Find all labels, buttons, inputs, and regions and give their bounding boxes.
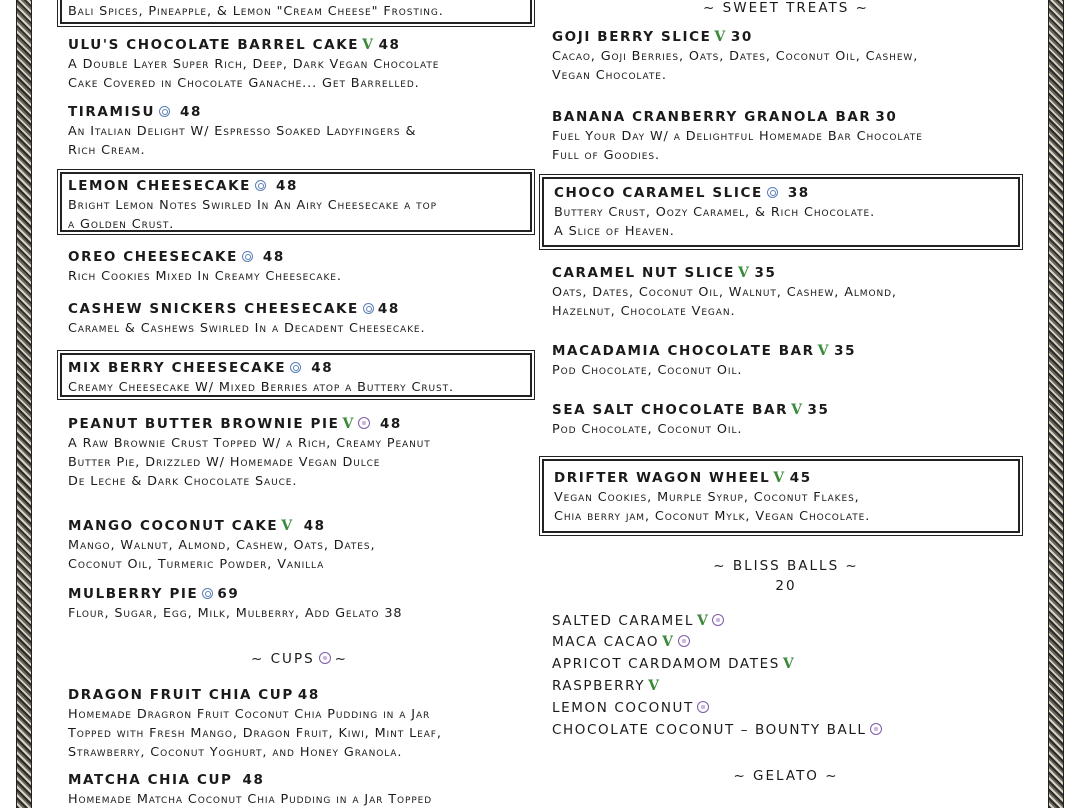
item-price: 48: [297, 687, 320, 703]
item-name: MANGO COCONUT CAKE: [68, 518, 279, 534]
menu-item-caramel-nut-slice: [552, 264, 1032, 321]
item-price: 48: [275, 178, 298, 194]
gluten-free-icon: [678, 635, 690, 647]
rope-border-right: [1048, 0, 1064, 808]
left-column: [62, 0, 537, 808]
item-name: PEANUT BUTTER BROWNIE PIE: [68, 416, 340, 432]
item-name: GOJI BERRY SLICE: [552, 29, 712, 45]
item-price: 48: [180, 104, 203, 120]
menu-item-drifter-wagon-wheel: [542, 459, 1020, 533]
item-description: Creamy Cheesecake W/ Mixed Berries atop a Buttery Crust.: [68, 380, 454, 395]
item-price: 48: [379, 416, 402, 432]
bliss-ball-lemon-coconut: LEMON COCONUT: [552, 699, 709, 718]
item-name: DRAGON FRUIT CHIA CUP: [68, 687, 294, 703]
gluten-free-icon: [870, 723, 882, 735]
item-price: 35: [834, 343, 857, 359]
item-description: Cacao, Goji Berries, Oats, Dates, Coconut Oil, Cashew,: [552, 49, 919, 64]
item-description: Coconut Oil, Turmeric Powder, Vanilla: [68, 557, 325, 572]
menu-item-peanut-butter-brownie-pie: [68, 415, 543, 491]
vegan-icon: V: [817, 343, 831, 359]
menu-item-ulus-chocolate-barrel-cake: [68, 36, 543, 93]
vegan-icon: V: [773, 470, 786, 486]
vegan-icon: V: [697, 613, 710, 629]
menu-item-mix-berry-cheesecake: [60, 353, 532, 397]
vegan-icon: V: [662, 634, 675, 650]
menu-item-mulberry-pie: [68, 585, 543, 623]
item-price: 48: [378, 37, 401, 53]
item-price: 48: [311, 360, 334, 376]
rope-border-left: [16, 0, 32, 808]
item-price: 30: [875, 109, 898, 125]
vegan-icon: V: [782, 656, 796, 672]
gluten-free-icon: [712, 614, 724, 626]
item-price: 30: [730, 29, 753, 45]
item-description: Topped with Fresh Mango, Dragon Fruit, Kiwi, Mint Leaf,: [68, 726, 442, 741]
item-description: A Double Layer Super Rich, Deep, Dark Vegan Chocolate: [68, 57, 440, 72]
item-description: Vegan Chocolate.: [552, 68, 667, 83]
bliss-balls-price: 20: [775, 578, 797, 594]
dairy-icon: [242, 251, 253, 262]
item-description: Oats, Dates, Coconut Oil, Walnut, Cashew, Almond,: [552, 285, 897, 300]
vegan-icon: V: [791, 402, 804, 418]
gluten-free-icon: [697, 701, 709, 713]
menu-item-macadamia-chocolate-bar: [552, 342, 1032, 380]
vegan-icon: V: [362, 37, 375, 53]
gluten-free-icon: [358, 417, 370, 429]
item-description: Full of Goodies.: [552, 148, 660, 163]
section-heading-bliss-balls: ~ BLISS BALLS ~: [713, 558, 859, 574]
item-description: Fuel Your Day W/ a Delightful Homemade Bar Chocolate: [552, 129, 923, 144]
section-heading-gelato: ~ GELATO ~: [733, 768, 839, 784]
item-name: SEA SALT CHOCOLATE BAR: [552, 402, 789, 418]
menu-item-dragon-fruit-chia-cup: [68, 686, 543, 762]
item-description: Vegan Cookies, Murple Syrup, Coconut Flakes,: [554, 490, 860, 505]
item-description: Homemade Dragron Fruit Coconut Chia Pudding in a Jar: [68, 707, 431, 722]
item-name: CHOCO CARAMEL SLICE: [554, 185, 763, 201]
section-heading-sweet-treats: ~ SWEET TREATS ~: [703, 0, 869, 16]
item-description: Caramel & Cashews Swirled In a Decadent Cheesecake.: [68, 321, 426, 336]
item-price: 48: [377, 301, 400, 317]
item-description: Pod Chocolate, Coconut Oil.: [552, 363, 743, 378]
menu-item-goji-berry-slice: [552, 28, 1032, 85]
item-description: Hazelnut, Chocolate Vegan.: [552, 304, 736, 319]
bliss-ball-raspberry: RASPBERRY V: [552, 678, 661, 694]
item-name: OREO CHEESECAKE: [68, 249, 238, 265]
item-price: 38: [787, 185, 810, 201]
item-price: 48: [262, 249, 285, 265]
item-description: Homemade Matcha Coconut Chia Pudding in a Jar Topped: [68, 792, 433, 807]
dairy-icon: [202, 588, 213, 599]
dairy-icon: [290, 362, 301, 373]
item-description: An Italian Delight W/ Espresso Soaked Ladyfingers &: [68, 124, 417, 139]
dairy-icon: [159, 106, 170, 117]
section-heading-cups: ~ CUPS ~: [251, 651, 348, 667]
dairy-icon: [767, 187, 778, 198]
bliss-ball-maca-cacao: MACA CACAO V: [552, 633, 690, 652]
item-description: Cake Covered in Chocolate Ganache... Get Barrelled.: [68, 76, 420, 91]
vegan-icon: V: [281, 518, 294, 534]
menu-item-oreo-cheesecake: [68, 248, 543, 286]
bliss-ball-salted-caramel: SALTED CARAMEL V: [552, 612, 724, 631]
menu-item-cashew-snickers-cheesecake: [68, 300, 543, 338]
item-name: CARAMEL NUT SLICE: [552, 265, 736, 281]
item-description: Flour, Sugar, Egg, Milk, Mulberry, Add Gelato 38: [68, 606, 403, 621]
item-description: De Leche & Dark Chocolate Sauce.: [68, 474, 298, 489]
item-description: Mango, Walnut, Almond, Cashew, Oats, Dates,: [68, 538, 376, 553]
menu-item-matcha-chia-cup: [68, 771, 543, 809]
item-description: a Golden Crust.: [68, 217, 175, 232]
item-description: Rich Cream.: [68, 143, 146, 158]
item-price: 69: [217, 586, 240, 602]
right-column: [546, 0, 1026, 808]
item-description: Butter Pie, Drizzled W/ Homemade Vegan Dulce: [68, 455, 381, 470]
item-price: 45: [789, 470, 812, 486]
dairy-icon: [255, 180, 266, 191]
item-description: A Raw Brownie Crust Topped W/ a Rich, Creamy Peanut: [68, 436, 431, 451]
item-name: TIRAMISU: [68, 104, 156, 120]
item-description: Bright Lemon Notes Swirled In An Airy Cheesecake a top: [68, 198, 437, 213]
item-name: BANANA CRANBERRY GRANOLA BAR: [552, 109, 872, 125]
item-description: Bali Spices, Pineapple, & Lemon "Cream Cheese" Frosting.: [68, 4, 444, 19]
item-name: MIX BERRY CHEESECAKE: [68, 360, 287, 376]
vegan-icon: V: [714, 29, 727, 45]
item-price: 35: [807, 402, 830, 418]
item-description: Rich Cookies Mixed In Creamy Cheesecake.: [68, 269, 342, 284]
item-price: 35: [754, 265, 777, 281]
item-name: MATCHA CHIA CUP: [68, 772, 233, 788]
item-name: DRIFTER WAGON WHEEL: [554, 470, 771, 486]
item-name: MACADAMIA CHOCOLATE BAR: [552, 343, 815, 359]
vegan-icon: V: [648, 678, 661, 694]
menu-item-lemon-cheesecake: [60, 172, 532, 232]
item-name: CASHEW SNICKERS CHEESECAKE: [68, 301, 359, 317]
menu-item-tiramisu: [68, 103, 543, 160]
dairy-icon: [363, 303, 374, 314]
menu-item-sea-salt-chocolate-bar: [552, 401, 1032, 439]
menu-item-choco-caramel-slice: [542, 177, 1020, 247]
item-description: A Slice of Heaven.: [554, 224, 675, 239]
menu-item-mango-coconut-cake: [68, 517, 543, 574]
menu-item-banana-cranberry-granola-bar: [552, 108, 1032, 165]
vegan-icon: V: [738, 265, 751, 281]
item-price: 48: [303, 518, 326, 534]
bliss-ball-chocolate-coconut: CHOCOLATE COCONUT – BOUNTY BALL: [552, 721, 882, 740]
item-name: MULBERRY PIE: [68, 586, 199, 602]
item-name: LEMON CHEESECAKE: [68, 178, 251, 194]
menu-item-top-box: [60, 0, 532, 24]
item-name: ULU'S CHOCOLATE BARREL CAKE: [68, 37, 360, 53]
bliss-ball-apricot-cardamom-dates: APRICOT CARDAMOM DATES V: [552, 656, 796, 672]
item-description: Pod Chocolate, Coconut Oil.: [552, 422, 743, 437]
item-description: Chia berry jam, Coconut Mylk, Vegan Chocolate.: [554, 509, 871, 524]
item-description: Strawberry, Coconut Yoghurt, and Honey Granola.: [68, 745, 403, 760]
vegan-icon: V: [342, 416, 355, 432]
item-description: Buttery Crust, Oozy Caramel, & Rich Chocolate.: [554, 205, 876, 220]
item-price: 48: [242, 772, 265, 788]
gluten-free-icon: [319, 652, 331, 664]
